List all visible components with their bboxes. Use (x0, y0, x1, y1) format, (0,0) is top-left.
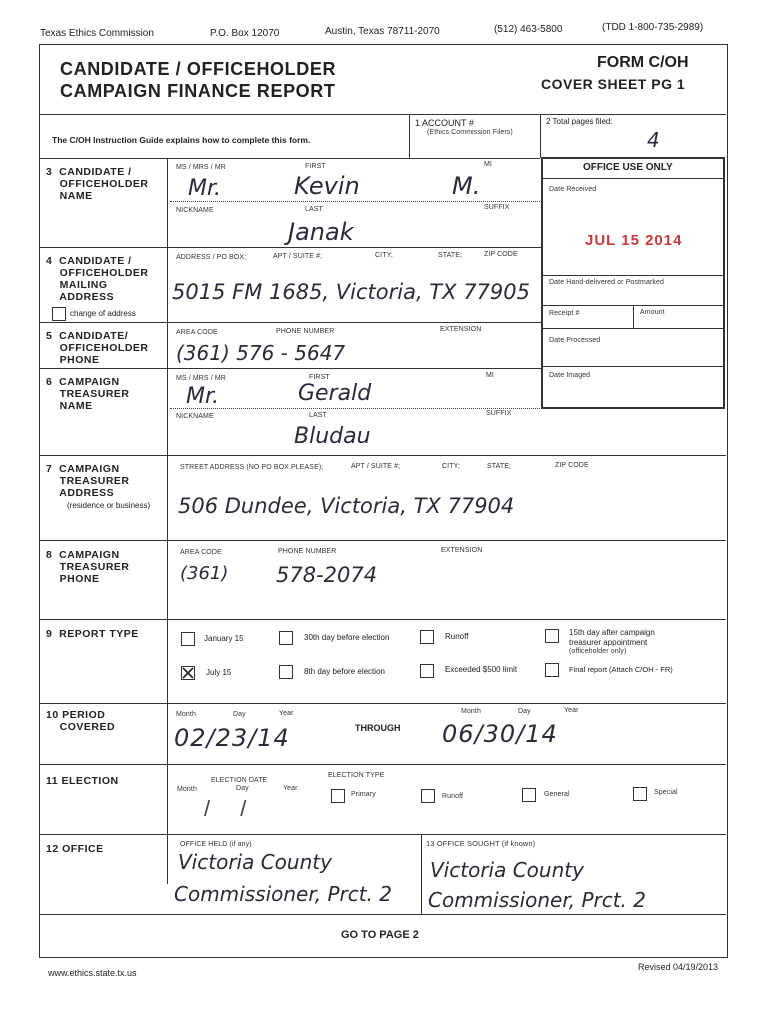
office-sought-line1[interactable]: Victoria County (430, 858, 584, 882)
january-15-checkbox[interactable] (181, 632, 195, 646)
sec5-label: 5 CANDIDATE/ OFFICEHOLDER PHONE (46, 330, 149, 366)
office-held-label: OFFICE HELD (if any) (180, 841, 252, 848)
change-of-address-label: change of address (70, 309, 136, 318)
sec3-first-label: FIRST (305, 163, 326, 170)
july-15-label: July 15 (206, 668, 232, 677)
sec5-area-label: AREA CODE (176, 329, 218, 336)
sec6-mi-label: MI (486, 372, 494, 379)
imaged-label: Date Imaged (549, 372, 591, 379)
office-sought-label: 13 OFFICE SOUGHT (if known) (426, 839, 536, 848)
sec10-day-label: Day (233, 711, 246, 718)
sec8-label: 8 CAMPAIGN TREASURER PHONE (46, 549, 130, 585)
sec11-day-label: Day (236, 785, 249, 792)
candidate-phone[interactable]: (361) 576 - 5647 (176, 341, 346, 365)
candidate-address[interactable]: 5015 FM 1685, Victoria, TX 77905 (172, 280, 530, 304)
sec4-address-label: ADDRESS / PO BOX; (176, 254, 247, 261)
election-date-label: ELECTION DATE (211, 777, 268, 784)
sec4-zip-label: ZIP CODE (484, 251, 518, 258)
general-checkbox[interactable] (522, 788, 536, 802)
8th-day-label: 8th day before election (304, 667, 385, 676)
agency-phone: (512) 463-5800 (494, 24, 563, 35)
primary-label: Primary (351, 791, 376, 798)
sec4-city-label: CITY; (375, 252, 393, 259)
office-sought-line2[interactable]: Commissioner, Prct. 2 (428, 888, 646, 912)
30th-day-label: 30th day before election (304, 633, 390, 642)
sec8-ext-label: EXTENSION (441, 547, 483, 554)
treasurer-phone[interactable]: 578-2074 (276, 563, 378, 587)
cover-sheet-label: COVER SHEET PG 1 (541, 76, 686, 92)
check-x-icon (182, 667, 194, 679)
sec10-year2-label: Year (564, 707, 579, 714)
received-stamp: JUL 15 2014 (585, 232, 683, 249)
po-box: P.O. Box 12070 (210, 28, 280, 39)
sec8-area-label: AREA CODE (180, 549, 222, 556)
sec3-suffix-label: SUFFIX (484, 204, 510, 211)
sec6-nickname-label: NICKNAME (176, 413, 214, 420)
sec4-apt-label: APT / SUITE #; (273, 253, 323, 260)
sec7-city-label: CITY; (442, 463, 460, 470)
city-address: Austin, Texas 78711-2070 (325, 26, 440, 37)
sec3-label: 3 CANDIDATE / OFFICEHOLDER NAME (46, 166, 149, 202)
date-received-label: Date Received (549, 186, 597, 193)
amount-label: Amount (640, 309, 665, 316)
15th-day-sublabel: (officeholder only) (569, 648, 627, 655)
candidate-title[interactable]: Mr. (188, 176, 221, 201)
8th-day-checkbox[interactable] (279, 665, 293, 679)
candidate-first-name[interactable]: Kevin (294, 172, 360, 200)
total-pages-label: 2 Total pages filed: (546, 117, 613, 126)
sec7-street-label: STREET ADDRESS (NO PO BOX PLEASE); (180, 464, 324, 471)
sec3-title-label: MS / MRS / MR (176, 164, 226, 171)
agency-tdd: (TDD 1-800-735-2989) (602, 22, 704, 33)
sec6-last-label: LAST (309, 412, 327, 419)
sec10-month-label: Month (176, 711, 196, 718)
office-held-line1[interactable]: Victoria County (178, 850, 332, 874)
exceeded-limit-checkbox[interactable] (420, 664, 434, 678)
sec10-year-label: Year (279, 710, 294, 717)
treasurer-title[interactable]: Mr. (186, 384, 219, 409)
period-from[interactable]: 02/23/14 (174, 724, 290, 752)
sec11-month-label: Month (177, 786, 197, 793)
candidate-last-name[interactable]: Janak (288, 218, 354, 246)
footer-url: www.ethics.state.tx.us (48, 968, 137, 978)
change-of-address-checkbox[interactable] (52, 307, 66, 321)
special-checkbox[interactable] (633, 787, 647, 801)
receipt-label: Receipt # (549, 310, 580, 317)
sec3-mi-label: MI (484, 161, 492, 168)
sec9-label: 9 REPORT TYPE (46, 628, 139, 640)
election-type-label: ELECTION TYPE (328, 772, 385, 779)
15th-day-label: 15th day after campaign treasurer appointment (569, 628, 655, 647)
sec10-month2-label: Month (461, 708, 481, 715)
final-report-label: Final report (Attach C/OH - FR) (569, 665, 673, 674)
runoff-election-checkbox[interactable] (421, 789, 435, 803)
instruction-note: The C/OH Instruction Guide explains how to complete this form. (52, 135, 311, 145)
election-date-value[interactable]: / / (204, 796, 259, 821)
runoff-election-label: Runoff (442, 793, 464, 800)
january-15-label: January 15 (204, 634, 244, 643)
sec11-year-label: Year (283, 785, 298, 792)
through-label: THROUGH (355, 723, 401, 733)
exceeded-limit-label: Exceeded $500 limit (445, 665, 518, 674)
sec6-title-label: MS / MRS / MR (176, 375, 226, 382)
go-to-page-2: GO TO PAGE 2 (341, 929, 419, 941)
footer-revised: Revised 04/19/2013 (638, 962, 719, 972)
sec6-suffix-label: SUFFIX (486, 410, 512, 417)
general-label: General (544, 791, 570, 798)
processed-label: Date Processed (549, 337, 601, 344)
sec7-zip-label: ZIP CODE (555, 462, 589, 469)
form-title-line2: CAMPAIGN FINANCE REPORT (60, 81, 336, 101)
form-title-line1: CANDIDATE / OFFICEHOLDER (60, 59, 337, 79)
account-label: 1 ACCOUNT # (415, 118, 474, 128)
final-report-checkbox[interactable] (545, 663, 559, 677)
sec3-last-label: LAST (305, 206, 323, 213)
sec7-state-label: STATE; (487, 463, 512, 470)
sec10-label: 10 PERIOD COVERED (46, 709, 116, 733)
treasurer-area-code[interactable]: (361) (180, 563, 229, 584)
sec5-ext-label: EXTENSION (440, 326, 482, 333)
treasurer-first-name[interactable]: Gerald (298, 381, 372, 406)
form-id: FORM C/OH (597, 54, 689, 71)
office-held-line2[interactable]: Commissioner, Prct. 2 (174, 882, 392, 906)
sec7-apt-label: APT / SUITE #; (351, 463, 401, 470)
sec8-phone-label: PHONE NUMBER (278, 548, 337, 555)
period-to[interactable]: 06/30/14 (442, 720, 558, 748)
30th-day-checkbox[interactable] (279, 631, 293, 645)
runoff-report-label: Runoff (445, 632, 469, 641)
candidate-mi[interactable]: M. (452, 172, 481, 200)
sec7-sublabel: (residence or business) (67, 501, 151, 510)
treasurer-address[interactable]: 506 Dundee, Victoria, TX 77904 (178, 494, 515, 518)
sec4-label: 4 CANDIDATE / OFFICEHOLDER MAILING ADDRESS (46, 255, 149, 303)
total-pages-value[interactable]: 4 (647, 128, 660, 152)
15th-day-checkbox[interactable] (545, 629, 559, 643)
sec7-label: 7 CAMPAIGN TREASURER ADDRESS (46, 463, 130, 499)
special-label: Special (654, 789, 678, 796)
treasurer-last-name[interactable]: Bludau (294, 424, 371, 449)
sec6-label: 6 CAMPAIGN TREASURER NAME (46, 376, 130, 412)
sec6-first-label: FIRST (309, 374, 330, 381)
sec5-phone-label: PHONE NUMBER (276, 328, 335, 335)
account-sublabel: (Ethics Commission Filers) (427, 129, 513, 136)
sec10-day2-label: Day (518, 708, 531, 715)
july-15-checkbox[interactable] (181, 666, 195, 680)
hand-delivered-label: Date Hand-delivered or Postmarked (549, 279, 664, 286)
office-use-title: OFFICE USE ONLY (583, 162, 673, 173)
sec3-nickname-label: NICKNAME (176, 207, 214, 214)
sec4-state-label: STATE; (438, 252, 463, 259)
sec11-label: 11 ELECTION (46, 775, 119, 787)
agency-name: Texas Ethics Commission (40, 28, 154, 39)
primary-checkbox[interactable] (331, 789, 345, 803)
runoff-report-checkbox[interactable] (420, 630, 434, 644)
sec12-label: 12 OFFICE (46, 843, 104, 855)
